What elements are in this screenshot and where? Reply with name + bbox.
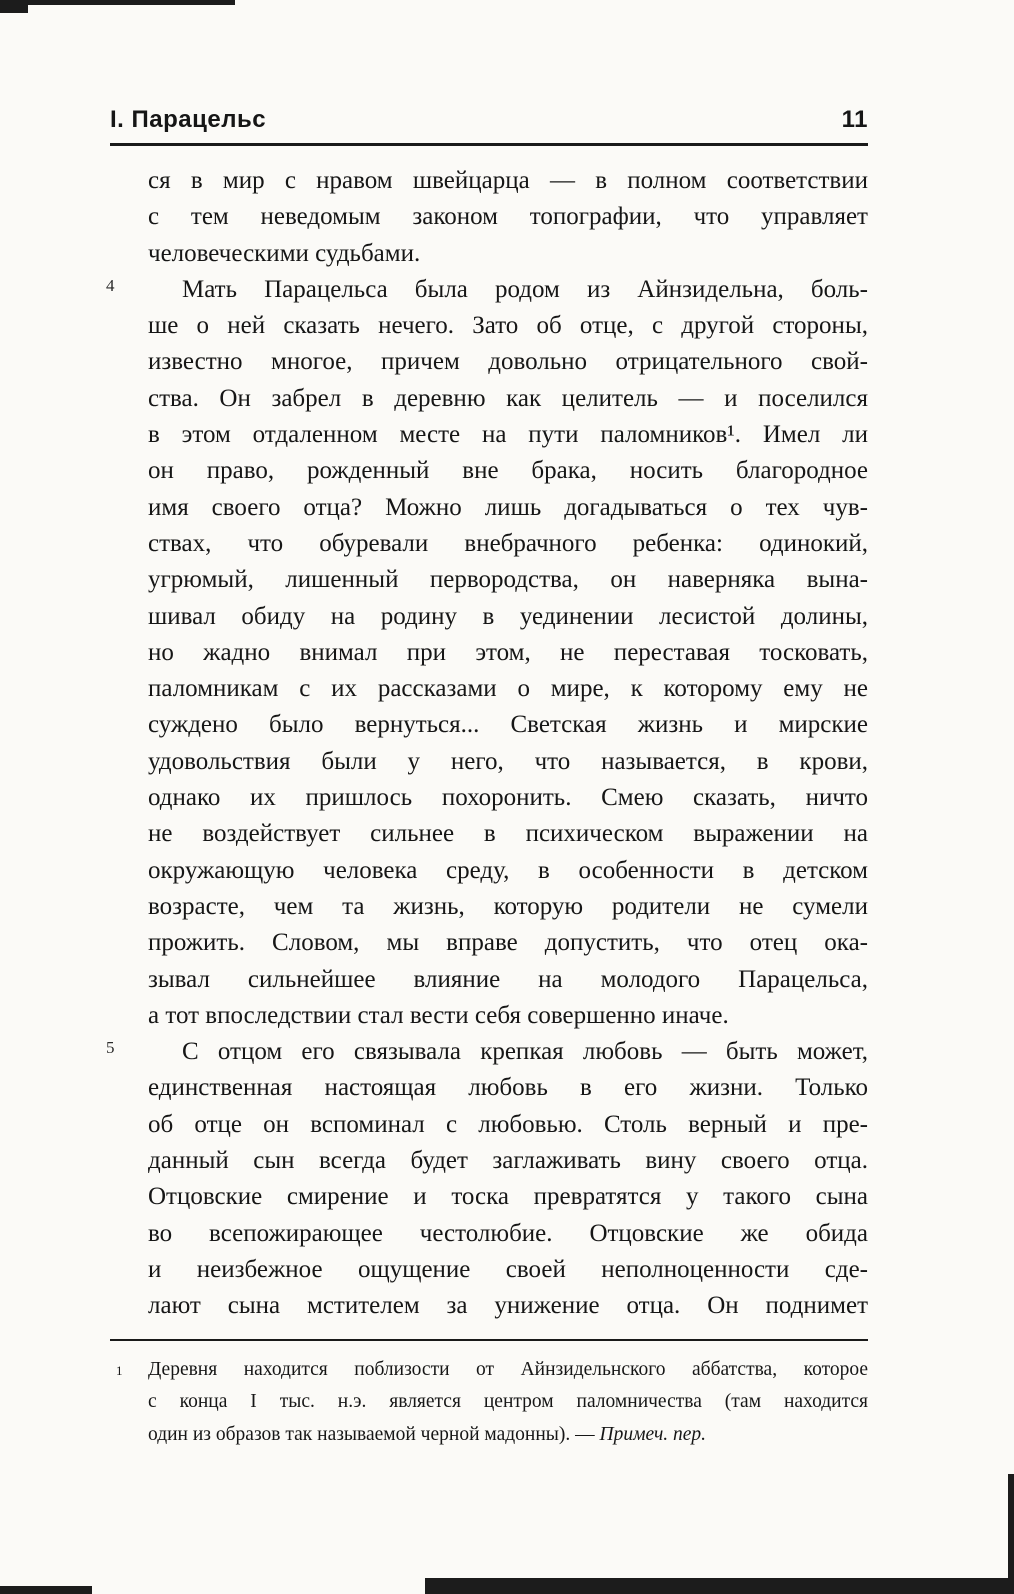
text-line: ствах, что обуревали внебрачного ребенка: одинокий, [148, 529, 868, 557]
text-line: прожить. Словом, мы вправе допустить, что отец ока- [148, 929, 868, 957]
text-line: угрюмый, лишенный первородства, он наверняка вына- [148, 566, 868, 594]
scan-artifact-bottom-band [425, 1578, 1014, 1594]
text-line: ства. Он забрел в деревню как целитель — и поселился [148, 384, 868, 412]
footnote-line: 1 Деревня находится поблизости от Айнзидельнского аббатства, которое [148, 1354, 868, 1387]
text-line: паломникам с их рассказами о мире, к которому ему не [148, 675, 868, 703]
footnote-line: с конца I тыс. н.э. является центром паломничества (там находится [148, 1391, 868, 1412]
text-line: он право, рожденный вне брака, носить благородное [148, 457, 868, 485]
text-line: лают сына мстителем за унижение отца. Он поднимет [148, 1292, 868, 1320]
text-line: с тем неведомым законом топографии, что управляет [148, 203, 868, 231]
text-line: но жадно внимал при этом, не переставая тосковать, [148, 638, 868, 666]
page-content [106, 106, 868, 1451]
body-text [106, 163, 868, 1325]
scan-artifact-top-line [0, 0, 235, 5]
text-line: суждено было вернуться... Светская жизнь и мирские [148, 711, 868, 739]
running-head [110, 106, 868, 146]
scan-artifact-bottom-left [0, 1586, 92, 1594]
paragraph [106, 1034, 868, 1324]
scan-artifact-right-sliver [1008, 1474, 1014, 1594]
text-line: данный сын всегда будет заглаживать вину своего отца. [148, 1147, 868, 1175]
text-line: шивал обиду на родину в уединении лесистой долины, [148, 602, 868, 630]
footnote-text [116, 1354, 868, 1452]
text-line: Мать Парацельса была родом из Айнзидельна, боль- [182, 275, 868, 303]
chapter-title: I. Парацельс [110, 106, 267, 133]
text-line: окружающую человека среду, в особенности в детском [148, 856, 868, 884]
footnote-marker: 1 [116, 1362, 123, 1378]
text-line: и неизбежное ощущение своей неполноценности сде- [148, 1255, 868, 1283]
text-line: С отцом его связывала крепкая любовь — быть может, [182, 1038, 868, 1066]
text-line: об отце он вспоминал с любовью. Столь верный и пре- [148, 1110, 868, 1138]
text-line: в этом отдаленном месте на пути паломников¹. Имел ли [148, 421, 868, 449]
text-line: во всепожирающее честолюбие. Отцовские же обида [148, 1219, 868, 1247]
scan-artifact-top-corner [0, 0, 28, 13]
paragraph-margin-number: 5 [106, 1038, 115, 1058]
paragraph [106, 272, 868, 1034]
paragraph-margin-number: 4 [106, 275, 115, 295]
footnote-line: один из образов так называемой черной мадонны). — Примеч. пер. [148, 1423, 707, 1445]
footnote-translator-note: Примеч. пер. [594, 1423, 707, 1445]
text-line: не воздействует сильнее в психическом выражении на [148, 820, 868, 848]
text-line: имя своего отца? Можно лишь догадываться о тех чув- [148, 493, 868, 521]
text-line: ся в мир с нравом швейцарца — в полном соответствии [148, 167, 868, 194]
paragraph [148, 163, 868, 272]
text-line: Отцовские смирение и тоска превратятся у такого сына [148, 1183, 868, 1211]
text-line: возрасте, чем та жизнь, которую родители не сумели [148, 892, 868, 920]
text-line: зывал сильнейшее влияние на молодого Парацельса, [148, 965, 868, 993]
text-line: однако их пришлось похоронить. Смею сказать, ничто [148, 784, 868, 812]
text-line: ше о ней сказать нечего. Зато об отце, с другой стороны, [148, 312, 868, 340]
text-line: единственная настоящая любовь в его жизни. Только [148, 1074, 868, 1102]
text-line: а тот впоследствии стал вести себя совершенно иначе. [148, 1001, 729, 1029]
text-line: человеческими судьбами. [148, 239, 421, 267]
footnote [110, 1339, 868, 1452]
text-line: удовольствия были у него, что называется, в крови, [148, 747, 868, 775]
page-number: 11 [841, 106, 868, 133]
text-line: известно многое, причем довольно отрицательного свой- [148, 348, 868, 376]
